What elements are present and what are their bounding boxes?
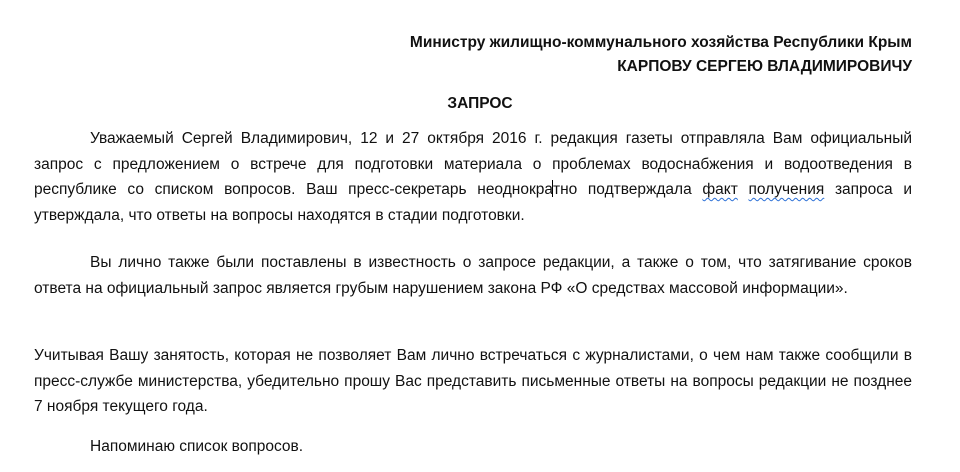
paragraph-deadline-request[interactable]: Учитывая Вашу занятость, которая не позволяет Вам лично встречаться с журналистами, о чем нам также сообщили в пресс-службе министерства, убедительно прошу Вас представить письменные ответы на вопросы редакции не позднее 7 ноября текущего года. — [34, 347, 912, 415]
spellcheck-word[interactable]: факт — [702, 181, 738, 198]
paragraph-request-history[interactable] — [34, 126, 912, 228]
paragraph-text: тно подтверждала — [552, 181, 703, 198]
spellcheck-word[interactable]: получения — [748, 181, 825, 198]
addressee-name: КАРПОВУ СЕРГЕЮ ВЛАДИМИРОВИЧУ — [617, 58, 912, 75]
paragraph-text: Уважаемый Сергей Владимирович, 12 и 27 октября 2016 г. редакция газеты отправляла Вам официальный запрос с предложением о встрече для подготовки материала о проблемах водоснабжения и водоотведения в республике со списком вопросов. Ваш пресс-секретарь неоднокра — [34, 130, 912, 198]
addressee-position: Министру жилищно-коммунального хозяйства Республики Крым — [409, 34, 912, 51]
document-title: ЗАПРОС — [447, 95, 513, 112]
paragraph-questions-intro[interactable]: Напоминаю список вопросов. — [90, 438, 304, 455]
paragraph-text: запроса и утверждала, что ответы на вопросы находятся в стадии подготовки. — [34, 181, 912, 224]
paragraph-law-violation[interactable]: Вы лично также были поставлены в известность о запросе редакции, а также о том, что затягивание сроков ответа на официальный запрос является грубым нарушением закона РФ «О средствах массовой информации». — [34, 254, 912, 297]
